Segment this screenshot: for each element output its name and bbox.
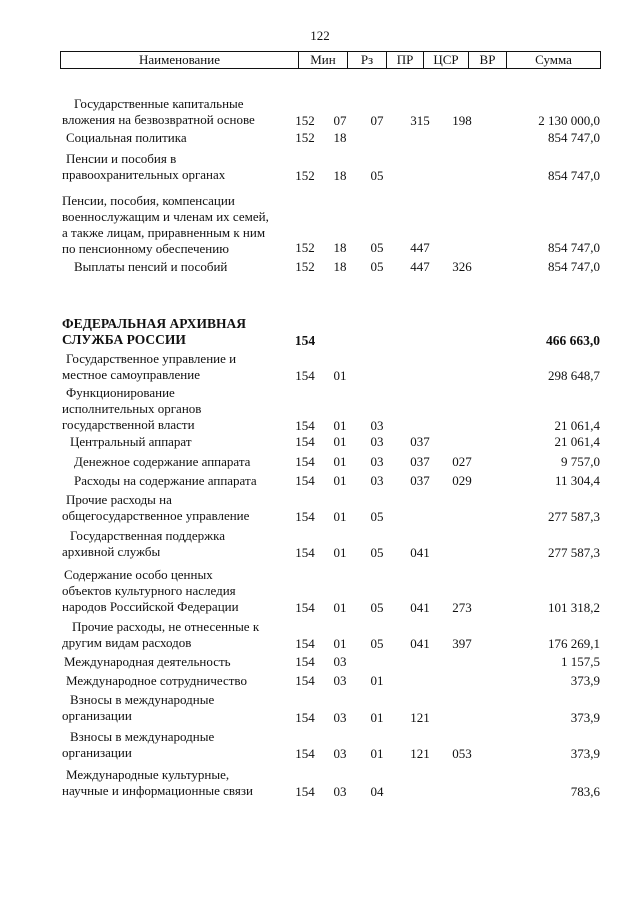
row-name-line: Международная деятельность xyxy=(64,654,231,669)
row-name-line: народов Российской Федерации xyxy=(62,599,239,614)
cell-sum: 2 130 000,0 xyxy=(538,113,600,128)
cell-pr: 05 xyxy=(370,509,384,524)
row-name-line: Государственная поддержка xyxy=(70,528,226,543)
cell-sum: 101 318,2 xyxy=(548,600,600,615)
row-name-line: Международное сотрудничество xyxy=(66,673,247,688)
row-name-line: Взносы в международные xyxy=(70,729,215,744)
cell-min: 154 xyxy=(294,333,316,348)
row-name-line: вложения на безвозвратной основе xyxy=(62,112,255,127)
cell-min: 154 xyxy=(295,545,315,560)
cell-vr: 198 xyxy=(452,113,472,128)
row-name-line: общегосударственное управление xyxy=(62,508,250,523)
cell-sum: 783,6 xyxy=(570,784,600,799)
row-name xyxy=(62,193,312,257)
row-name xyxy=(62,385,316,433)
row-name xyxy=(62,492,316,524)
cell-sum: 176 269,1 xyxy=(548,636,600,651)
cell-rz: 01 xyxy=(333,545,347,560)
cell-sum: 9 757,0 xyxy=(561,454,600,469)
cell-sum: 854 747,0 xyxy=(548,130,600,145)
cell-csr: 447 xyxy=(410,240,430,255)
cell-csr: 315 xyxy=(410,113,430,128)
cell-sum: 11 304,4 xyxy=(554,473,600,488)
cell-min: 154 xyxy=(295,434,315,449)
cell-sum: 854 747,0 xyxy=(548,168,600,183)
row-name xyxy=(64,567,314,615)
cell-min: 154 xyxy=(295,673,315,688)
row-name xyxy=(66,673,316,689)
cell-sum: 277 587,3 xyxy=(548,545,600,560)
cell-min: 154 xyxy=(295,600,315,615)
cell-rz: 01 xyxy=(333,636,347,651)
row-name-line: а также лицам, приравненным к ним xyxy=(62,225,266,240)
cell-min: 154 xyxy=(295,509,315,524)
cell-pr: 05 xyxy=(370,600,384,615)
cell-sum: 1 157,5 xyxy=(561,654,600,669)
cell-vr: 273 xyxy=(452,600,472,615)
row-name-line: военнослужащим и членам их семей, xyxy=(62,209,269,224)
row-name-line: Расходы на содержание аппарата xyxy=(74,473,257,488)
cell-sum: 298 648,7 xyxy=(548,368,600,383)
row-name-line: Государственное управление и xyxy=(66,351,237,366)
row-name-line: Государственные капитальные xyxy=(74,96,244,111)
column-header-pr: ПР xyxy=(386,52,423,68)
cell-pr: 01 xyxy=(370,710,384,725)
cell-pr: 05 xyxy=(370,240,384,255)
cell-sum: 21 061,4 xyxy=(554,418,600,433)
cell-csr: 041 xyxy=(410,600,430,615)
row-name xyxy=(62,151,316,183)
cell-rz: 18 xyxy=(333,168,347,183)
cell-rz: 01 xyxy=(333,418,347,433)
row-name xyxy=(62,692,320,724)
cell-csr: 041 xyxy=(410,636,430,651)
row-name-line: государственной власти xyxy=(62,417,195,432)
row-name-line: архивной службы xyxy=(62,544,161,559)
row-name-line: Содержание особо ценных xyxy=(64,567,213,582)
row-name-line: Взносы в международные xyxy=(70,692,215,707)
row-name-line: ФЕДЕРАЛЬНАЯ АРХИВНАЯ xyxy=(62,316,247,331)
cell-pr: 05 xyxy=(370,168,384,183)
cell-pr: 03 xyxy=(370,434,384,449)
row-name xyxy=(62,729,320,761)
cell-csr: 037 xyxy=(410,434,430,449)
cell-min: 154 xyxy=(295,473,315,488)
cell-rz: 01 xyxy=(333,473,347,488)
row-name-line: другим видам расходов xyxy=(62,635,192,650)
cell-sum: 854 747,0 xyxy=(548,240,600,255)
cell-pr: 07 xyxy=(370,113,384,128)
cell-pr: 03 xyxy=(370,473,384,488)
cell-pr: 05 xyxy=(370,545,384,560)
row-name-line: организации xyxy=(62,708,132,723)
row-name-line: Пенсии и пособия в xyxy=(66,151,177,166)
cell-rz: 03 xyxy=(333,654,347,669)
cell-min: 154 xyxy=(295,636,315,651)
cell-rz: 03 xyxy=(333,710,347,725)
cell-rz: 01 xyxy=(333,600,347,615)
cell-sum: 373,9 xyxy=(570,746,600,761)
row-name xyxy=(62,351,316,383)
row-name-line: научные и информационные связи xyxy=(62,783,253,798)
cell-pr: 01 xyxy=(370,673,384,688)
row-name-line: правоохранительных органах xyxy=(62,167,226,182)
cell-sum: 373,9 xyxy=(570,710,600,725)
cell-min: 154 xyxy=(295,746,315,761)
cell-sum: 854 747,0 xyxy=(548,259,600,274)
cell-min: 152 xyxy=(295,168,315,183)
row-name-line: Социальная политика xyxy=(66,130,187,145)
cell-sum: 373,9 xyxy=(570,673,600,688)
row-name xyxy=(66,130,316,146)
cell-min: 154 xyxy=(295,654,315,669)
cell-min: 152 xyxy=(295,240,315,255)
cell-vr: 397 xyxy=(452,636,472,651)
row-name-line: объектов культурного наследия xyxy=(62,583,236,598)
row-name-line: Выплаты пенсий и пособий xyxy=(74,259,228,274)
cell-csr: 037 xyxy=(410,454,430,469)
cell-csr: 041 xyxy=(410,545,430,560)
cell-min: 154 xyxy=(295,784,315,799)
column-header-csr: ЦСР xyxy=(423,52,468,68)
cell-csr: 121 xyxy=(410,710,430,725)
row-name-line: исполнительных органов xyxy=(62,401,202,416)
row-name xyxy=(62,767,316,799)
cell-rz: 01 xyxy=(333,368,347,383)
cell-min: 152 xyxy=(295,113,315,128)
table-header xyxy=(60,51,601,69)
cell-rz: 01 xyxy=(333,509,347,524)
column-header-vr: ВР xyxy=(468,52,506,68)
cell-csr: 037 xyxy=(410,473,430,488)
column-header-min: Мин xyxy=(298,52,347,68)
cell-pr: 03 xyxy=(370,418,384,433)
column-header-name: Наименование xyxy=(139,52,220,67)
cell-min: 152 xyxy=(295,259,315,274)
cell-pr: 01 xyxy=(370,746,384,761)
cell-min: 154 xyxy=(295,454,315,469)
cell-csr: 121 xyxy=(410,746,430,761)
row-name-line: организации xyxy=(62,745,132,760)
row-name-line: по пенсионному обеспечению xyxy=(62,241,229,256)
cell-rz: 18 xyxy=(333,130,347,145)
row-name-line: Денежное содержание аппарата xyxy=(74,454,251,469)
cell-min: 154 xyxy=(295,368,315,383)
cell-vr: 027 xyxy=(452,454,472,469)
row-name xyxy=(62,316,312,348)
cell-min: 154 xyxy=(295,418,315,433)
cell-rz: 07 xyxy=(333,113,347,128)
cell-sum: 277 587,3 xyxy=(548,509,600,524)
column-header-sum: Сумма xyxy=(506,52,600,68)
row-name-line: Прочие расходы на xyxy=(66,492,172,507)
row-name xyxy=(64,654,314,670)
cell-rz: 18 xyxy=(333,240,347,255)
cell-pr: 04 xyxy=(370,784,384,799)
cell-vr: 029 xyxy=(452,473,472,488)
row-name-line: Центральный аппарат xyxy=(70,434,192,449)
cell-rz: 18 xyxy=(333,259,347,274)
cell-min: 154 xyxy=(295,710,315,725)
row-name-line: Международные культурные, xyxy=(66,767,230,782)
cell-rz: 01 xyxy=(333,434,347,449)
row-name-line: Пенсии, пособия, компенсации xyxy=(62,193,235,208)
cell-pr: 03 xyxy=(370,454,384,469)
row-name xyxy=(62,528,320,560)
cell-vr: 326 xyxy=(452,259,472,274)
cell-rz: 01 xyxy=(333,454,347,469)
row-name xyxy=(70,434,320,450)
row-name-line: местное самоуправление xyxy=(62,367,200,382)
cell-sum: 21 061,4 xyxy=(554,434,600,449)
cell-sum: 466 663,0 xyxy=(546,333,600,348)
row-name-line: Функционирование xyxy=(66,385,175,400)
row-name-line: СЛУЖБА РОССИИ xyxy=(62,332,186,347)
cell-min: 152 xyxy=(295,130,315,145)
cell-rz: 03 xyxy=(333,673,347,688)
column-header-rz: Рз xyxy=(347,52,386,68)
cell-pr: 05 xyxy=(370,636,384,651)
cell-rz: 03 xyxy=(333,784,347,799)
row-name-line: Прочие расходы, не отнесенные к xyxy=(72,619,260,634)
cell-vr: 053 xyxy=(452,746,472,761)
cell-pr: 05 xyxy=(370,259,384,274)
page-number: 122 xyxy=(310,28,330,43)
cell-rz: 03 xyxy=(333,746,347,761)
cell-csr: 447 xyxy=(410,259,430,274)
